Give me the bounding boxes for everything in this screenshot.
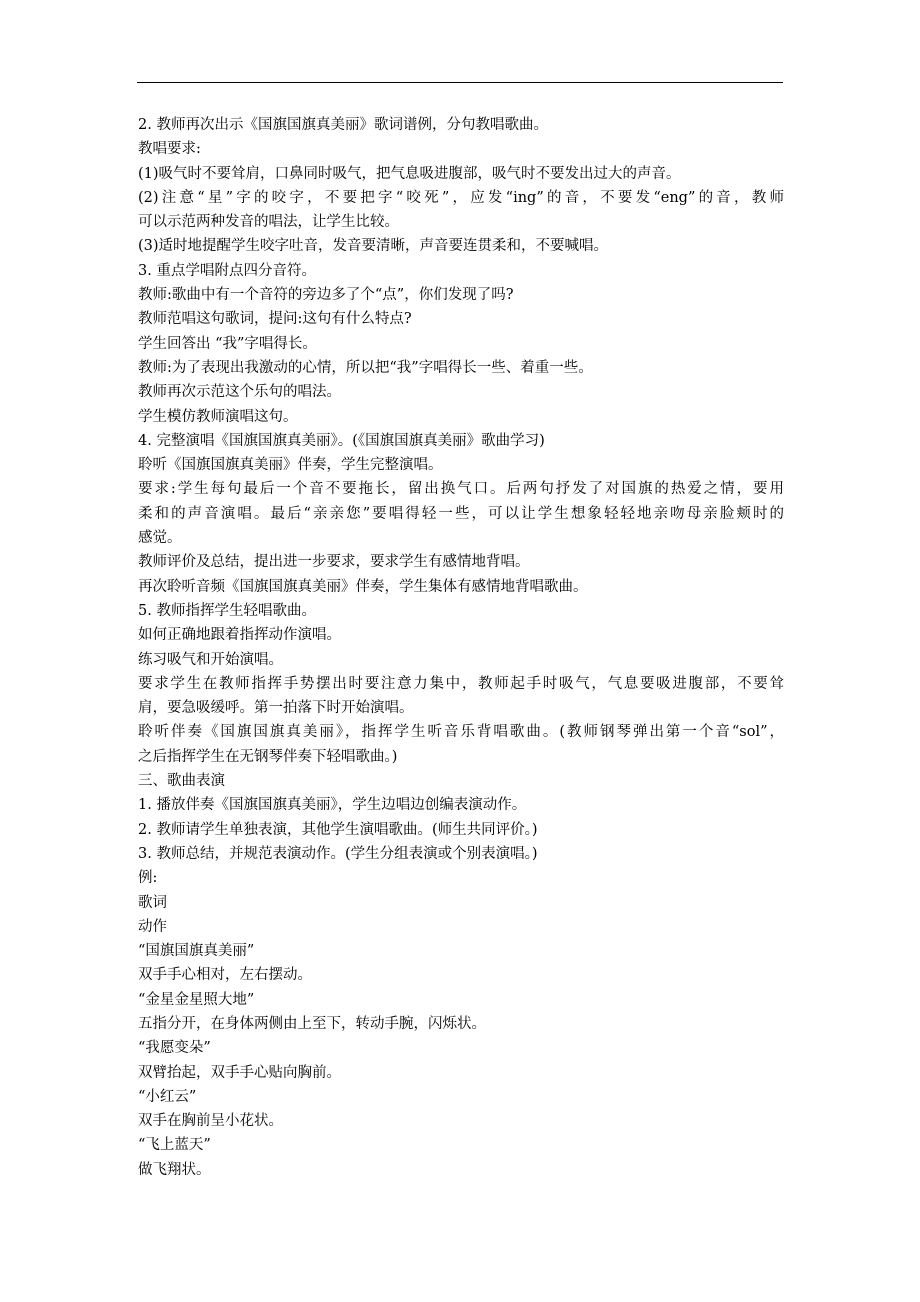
text-line: 教师范唱这句歌词，提问:这句有什么特点? [138, 311, 412, 328]
text-line: 聆听《国旗国旗真美丽》伴奏，学生完整演唱。 [138, 457, 443, 474]
text-line: 教唱要求: [138, 141, 201, 158]
text-line: 教师再次示范这个乐句的唱法。 [138, 384, 341, 401]
text-line: “飞上蓝天” [138, 1137, 211, 1154]
text-line: 3. 重点学唱附点四分音符。 [138, 262, 316, 279]
text-line: 可以示范两种发音的唱法，让学生比较。 [138, 214, 399, 231]
text-line: 再次聆听音频《国旗国旗真美丽》伴奏，学生集体有感情地背唱歌曲。 [138, 578, 588, 595]
text-line: 学生回答出 “我”字唱得长。 [138, 335, 317, 352]
document-body [138, 113, 784, 1182]
text-line: (3)适时地提醒学生咬字吐音，发音要清晰，声音要连贯柔和，不要喊唱。 [138, 238, 609, 255]
text-line: 2. 教师请学生单独表演，其他学生演唱歌曲。(师生共同评价。) [138, 821, 538, 838]
text-line: “我愿变朵” [138, 1040, 211, 1057]
text-line: 五指分开，在身体两侧由上至下，转动手腕，闪烁状。 [138, 1015, 486, 1032]
text-line: 5. 教师指挥学生轻唱歌曲。 [138, 602, 316, 619]
text-line: 做飞翔状。 [138, 1161, 211, 1178]
text-line: 练习吸气和开始演唱。 [138, 651, 283, 668]
text-line: “国旗国旗真美丽” [138, 943, 255, 960]
text-line: 动作 [138, 918, 167, 935]
text-line: 例: [138, 870, 158, 887]
text-line: “小红云” [138, 1088, 197, 1105]
text-line: 肩，要急吸缓呼。第一拍落下时开始演唱。 [138, 700, 414, 717]
text-line: (1)吸气时不要耸肩，口鼻同时吸气，把气息吸进腹部，吸气时不要发出过大的声音。 [138, 165, 681, 182]
text-line: 如何正确地跟着指挥动作演唱。 [138, 627, 341, 644]
text-line: 双臂抬起，双手手心贴向胸前。 [138, 1064, 341, 1081]
text-line: “金星金星照大地” [138, 991, 255, 1008]
text-line: 3. 教师总结，并规范表演动作。(学生分组表演或个别表演唱。) [138, 845, 538, 862]
text-line: 教师:为了表现出我激动的心情，所以把“我”字唱得长一些、着重一些。 [138, 359, 593, 376]
text-line: 之后指挥学生在无钢琴伴奏下轻唱歌曲。) [138, 748, 398, 765]
text-line: 柔和的声音演唱。最后“亲亲您”要唱得轻一些，可以让学生想象轻轻地亲吻母亲脸颊时的 [138, 505, 784, 522]
text-line: 歌词 [138, 894, 167, 911]
text-line: 2. 教师再次出示《国旗国旗真美丽》歌词谱例，分句教唱歌曲。 [138, 117, 548, 133]
text-line: 4. 完整演唱《国旗国旗真美丽》。(《国旗国旗真美丽》歌曲学习) [138, 432, 545, 449]
text-line: 教师:歌曲中有一个音符的旁边多了个“点”，你们发现了吗? [138, 287, 514, 304]
text-line: 1. 播放伴奏《国旗国旗真美丽》，学生边唱边创编表演动作。 [138, 797, 527, 814]
text-line: 学生模仿教师演唱这句。 [138, 408, 298, 425]
text-line: 要求:学生每句最后一个音不要拖长，留出换气口。后两句抒发了对国旗的热爱之情，要用 [138, 481, 784, 498]
text-line: 聆听伴奏《国旗国旗真美丽》，指挥学生听音乐背唱歌曲。(教师钢琴弹出第一个音“sol”， [138, 724, 784, 741]
header-rule [137, 82, 783, 83]
text-line: 要求学生在教师指挥手势摆出时要注意力集中，教师起手时吸气，气息要吸进腹部，不要耸 [138, 675, 784, 692]
text-line: 感觉。 [138, 530, 182, 547]
text-line: 双手手心相对，左右摆动。 [138, 967, 312, 984]
text-line: 教师评价及总结，提出进一步要求，要求学生有感情地背唱。 [138, 554, 530, 571]
text-line: 双手在胸前呈小花状。 [138, 1113, 283, 1130]
text-line: (2)注意“星”字的咬字，不要把字“咬死”，应发“ing”的音，不要发“eng”的音，教师 [138, 189, 784, 206]
text-line: 三、歌曲表演 [138, 773, 225, 790]
